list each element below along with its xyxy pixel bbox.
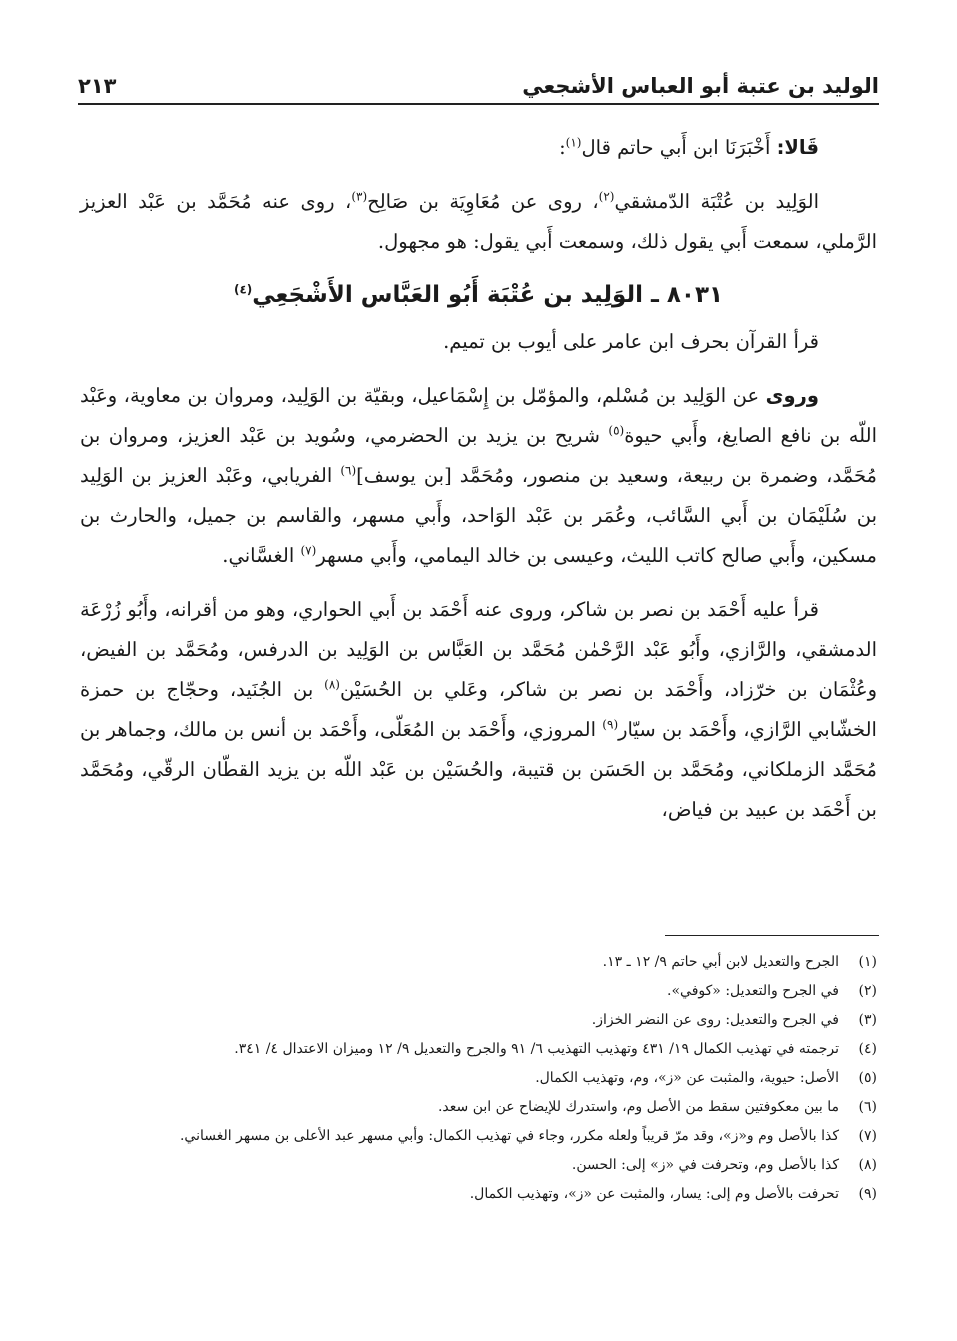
footnote-number: (٣) [858, 1012, 877, 1028]
main-text [80, 128, 877, 830]
paragraph-narrated-by [80, 590, 877, 830]
footnote-number: (١) [858, 954, 877, 970]
footnote-text: تحرفت بالأصل وم إلى: يسار، والمثبت عن «ز»، وتهذيب الكمال. [469, 1186, 839, 1202]
paragraph-gap [80, 168, 877, 182]
footnote-ref: (٣) [351, 189, 368, 204]
footnote-ref: (٦) [340, 463, 357, 478]
text-segment: الفريابي، وعَبْد العزيز بن الوَلِيد بن سُلَيْمَان بن أَبي السَّائب، وعُمَر بن عَبْد الوَاحد، وأَبي مسهر، والقاسم بن جميل، والحارث بن مسكين، وأَبي صالح كاتب الليث، وعيسى بن خالد اليمامي، وأَبي مسهر [80, 464, 877, 567]
footnote [80, 1180, 877, 1209]
footnote-number: (٩) [858, 1186, 877, 1202]
footnote-text: ترجمته في تهذيب الكمال ١٩/ ٤٣١ وتهذيب التهذيب ٦/ ٩١ والجرح والتعديل ٩/ ١٢ وميزان الاعتدال ٤/ ٣٤١. [234, 1041, 839, 1057]
paragraph-quran: قرأ القرآن بحرف ابن عامر على أيوب بن تميم. [443, 330, 819, 353]
footnote-ref: (٧) [300, 543, 317, 558]
running-header [78, 58, 879, 98]
footnotes [80, 948, 877, 1209]
page-number: ٢١٣ [78, 74, 117, 98]
footnote-rule [665, 935, 879, 936]
footnote-ref: (٩) [602, 717, 619, 732]
running-title: الوليد بن عتبة أبو العباس الأشجعي [522, 74, 879, 98]
footnote-text: في الجرح والتعديل: روى عن النضر الخزاز. [591, 1012, 839, 1028]
footnote-text: كذا بالأصل وم، وتحرفت في «ز» إلى: الحسن. [571, 1157, 839, 1173]
footnote [80, 1122, 877, 1151]
paragraph-gap [80, 576, 877, 590]
text-segment: عن الوَلِيد بن مُسْلم، والمؤمّل بن إِسْمَاعيل، وبقيّة بن الوَلِيد، ومروان بن معاوية، وعَبْد اللّه بن نافع الصايغ، وأَبي حيوة [80, 384, 877, 447]
text-segment: أَخْبَرَنَا ابن أَبي حاتم قال [581, 136, 777, 159]
footnote-number: (٢) [858, 983, 877, 999]
footnote-ref: (٨) [324, 677, 340, 692]
footnote-text: ما بين معكوفتين سقط من الأصل وم، واستدرك للإيضاح عن ابن سعد. [437, 1099, 839, 1115]
entry-heading [80, 272, 877, 318]
text-segment: المروزي، وأَحْمَد بن المُعَلّى، وأَحْمَد بن أنس بن مالك، وجماهر بن مُحَمَّد الزملكاني، ومُحَمَّد بن الحَسَن بن قتيبة، والحُسَيْن بن عَبْد اللّه بن يزيد القطّان الرقّي، ومُحَمَّد بن أَحْمَد بن عبيد بن فياض، [80, 718, 877, 821]
footnote-ref: (٥) [608, 423, 625, 438]
footnote-ref: (٢) [598, 189, 615, 204]
text-segment: : [559, 136, 566, 159]
footnote [80, 948, 877, 977]
footnote-number: (٨) [858, 1157, 877, 1173]
text-segment: ، روى عنه مُحَمَّد بن عَبْد العزيز الرَّملي، سمعت أَبي يقول ذلك، وسمعت أَبي يقول: هو مجهول. [80, 190, 877, 253]
lead-word: قَالا: [776, 136, 819, 159]
text-segment: شريح بن يزيد بن الحضرمي، وسُويد بن عَبْد العزيز، ومروان بن مُحَمَّد، وضمرة بن ربيعة، وسعيد بن منصور، ومُحَمَّد [بن يوسف] [80, 424, 877, 487]
paragraph-gap [80, 362, 877, 376]
footnote [80, 977, 877, 1006]
footnote [80, 1093, 877, 1122]
footnote-number: (٤) [858, 1041, 877, 1057]
text-segment: ، روى عن مُعَاوِيَة بن صَالِح [367, 190, 599, 213]
paragraph-entry-previous [80, 182, 877, 262]
paragraph-intro [80, 128, 877, 168]
footnote-text: الأصل: حيوية، والمثبت عن «ز»، وم، وتهذيب الكمال. [535, 1070, 839, 1086]
text-segment: الغسَّاني. [222, 544, 301, 567]
footnote [80, 1006, 877, 1035]
footnote-number: (٧) [858, 1128, 877, 1144]
footnote-ref: (٤) [233, 282, 253, 297]
text-segment: بن الجُنَيد، وحجّاج بن حمزة الخشّابي الرَّازي، وأَحْمَد بن سيّار [80, 678, 877, 741]
footnote-text: الجرح والتعديل لابن أبي حاتم ٩/ ١٢ ـ ١٣. [602, 954, 839, 970]
footnote [80, 1151, 877, 1180]
footnote-ref: (١) [565, 135, 582, 150]
footnote-text: كذا بالأصل وم و«ز»، وقد مرّ قريباً ولعله مكرر، وجاء في تهذيب الكمال: وأبي مسهر عبد الأعلى بن مسهر الغساني. [179, 1128, 839, 1144]
text-segment: قرأ عليه أَحْمَد بن نصر بن شاكر، وروى عنه أَحْمَد بن أَبي الحواري، وهو من أقرانه، وأَبُو زُرْعَة الدمشقي، والرَّازي، وأَبُو عَبْد الرَّحْمٰن مُحَمَّد بن العَبَّاس بن الوَلِيد بن الدرفس، ومُحَمَّد بن الفيض، وعُثْمَان بن خرّزاد، وأَحْمَد بن نصر بن شاكر، وعَلي بن الحُسَيْن [80, 598, 878, 701]
entry-heading-text: ٨٠٣١ ـ الوَلِيد بن عُتْبَة أَبُو العَبَّاس الأَشْجَعِي [252, 282, 724, 308]
footnote-number: (٦) [858, 1099, 877, 1115]
text-segment: الوَلِيد بن عُتْبَة الدّمشقي [614, 190, 819, 213]
footnote [80, 1035, 877, 1064]
paragraph-narrated-from [80, 376, 877, 576]
lead-word: وروى [765, 384, 819, 407]
header-rule [78, 103, 879, 105]
footnote [80, 1064, 877, 1093]
footnote-number: (٥) [858, 1070, 877, 1086]
footnote-text: في الجرح والتعديل: «كوفي». [667, 983, 839, 999]
